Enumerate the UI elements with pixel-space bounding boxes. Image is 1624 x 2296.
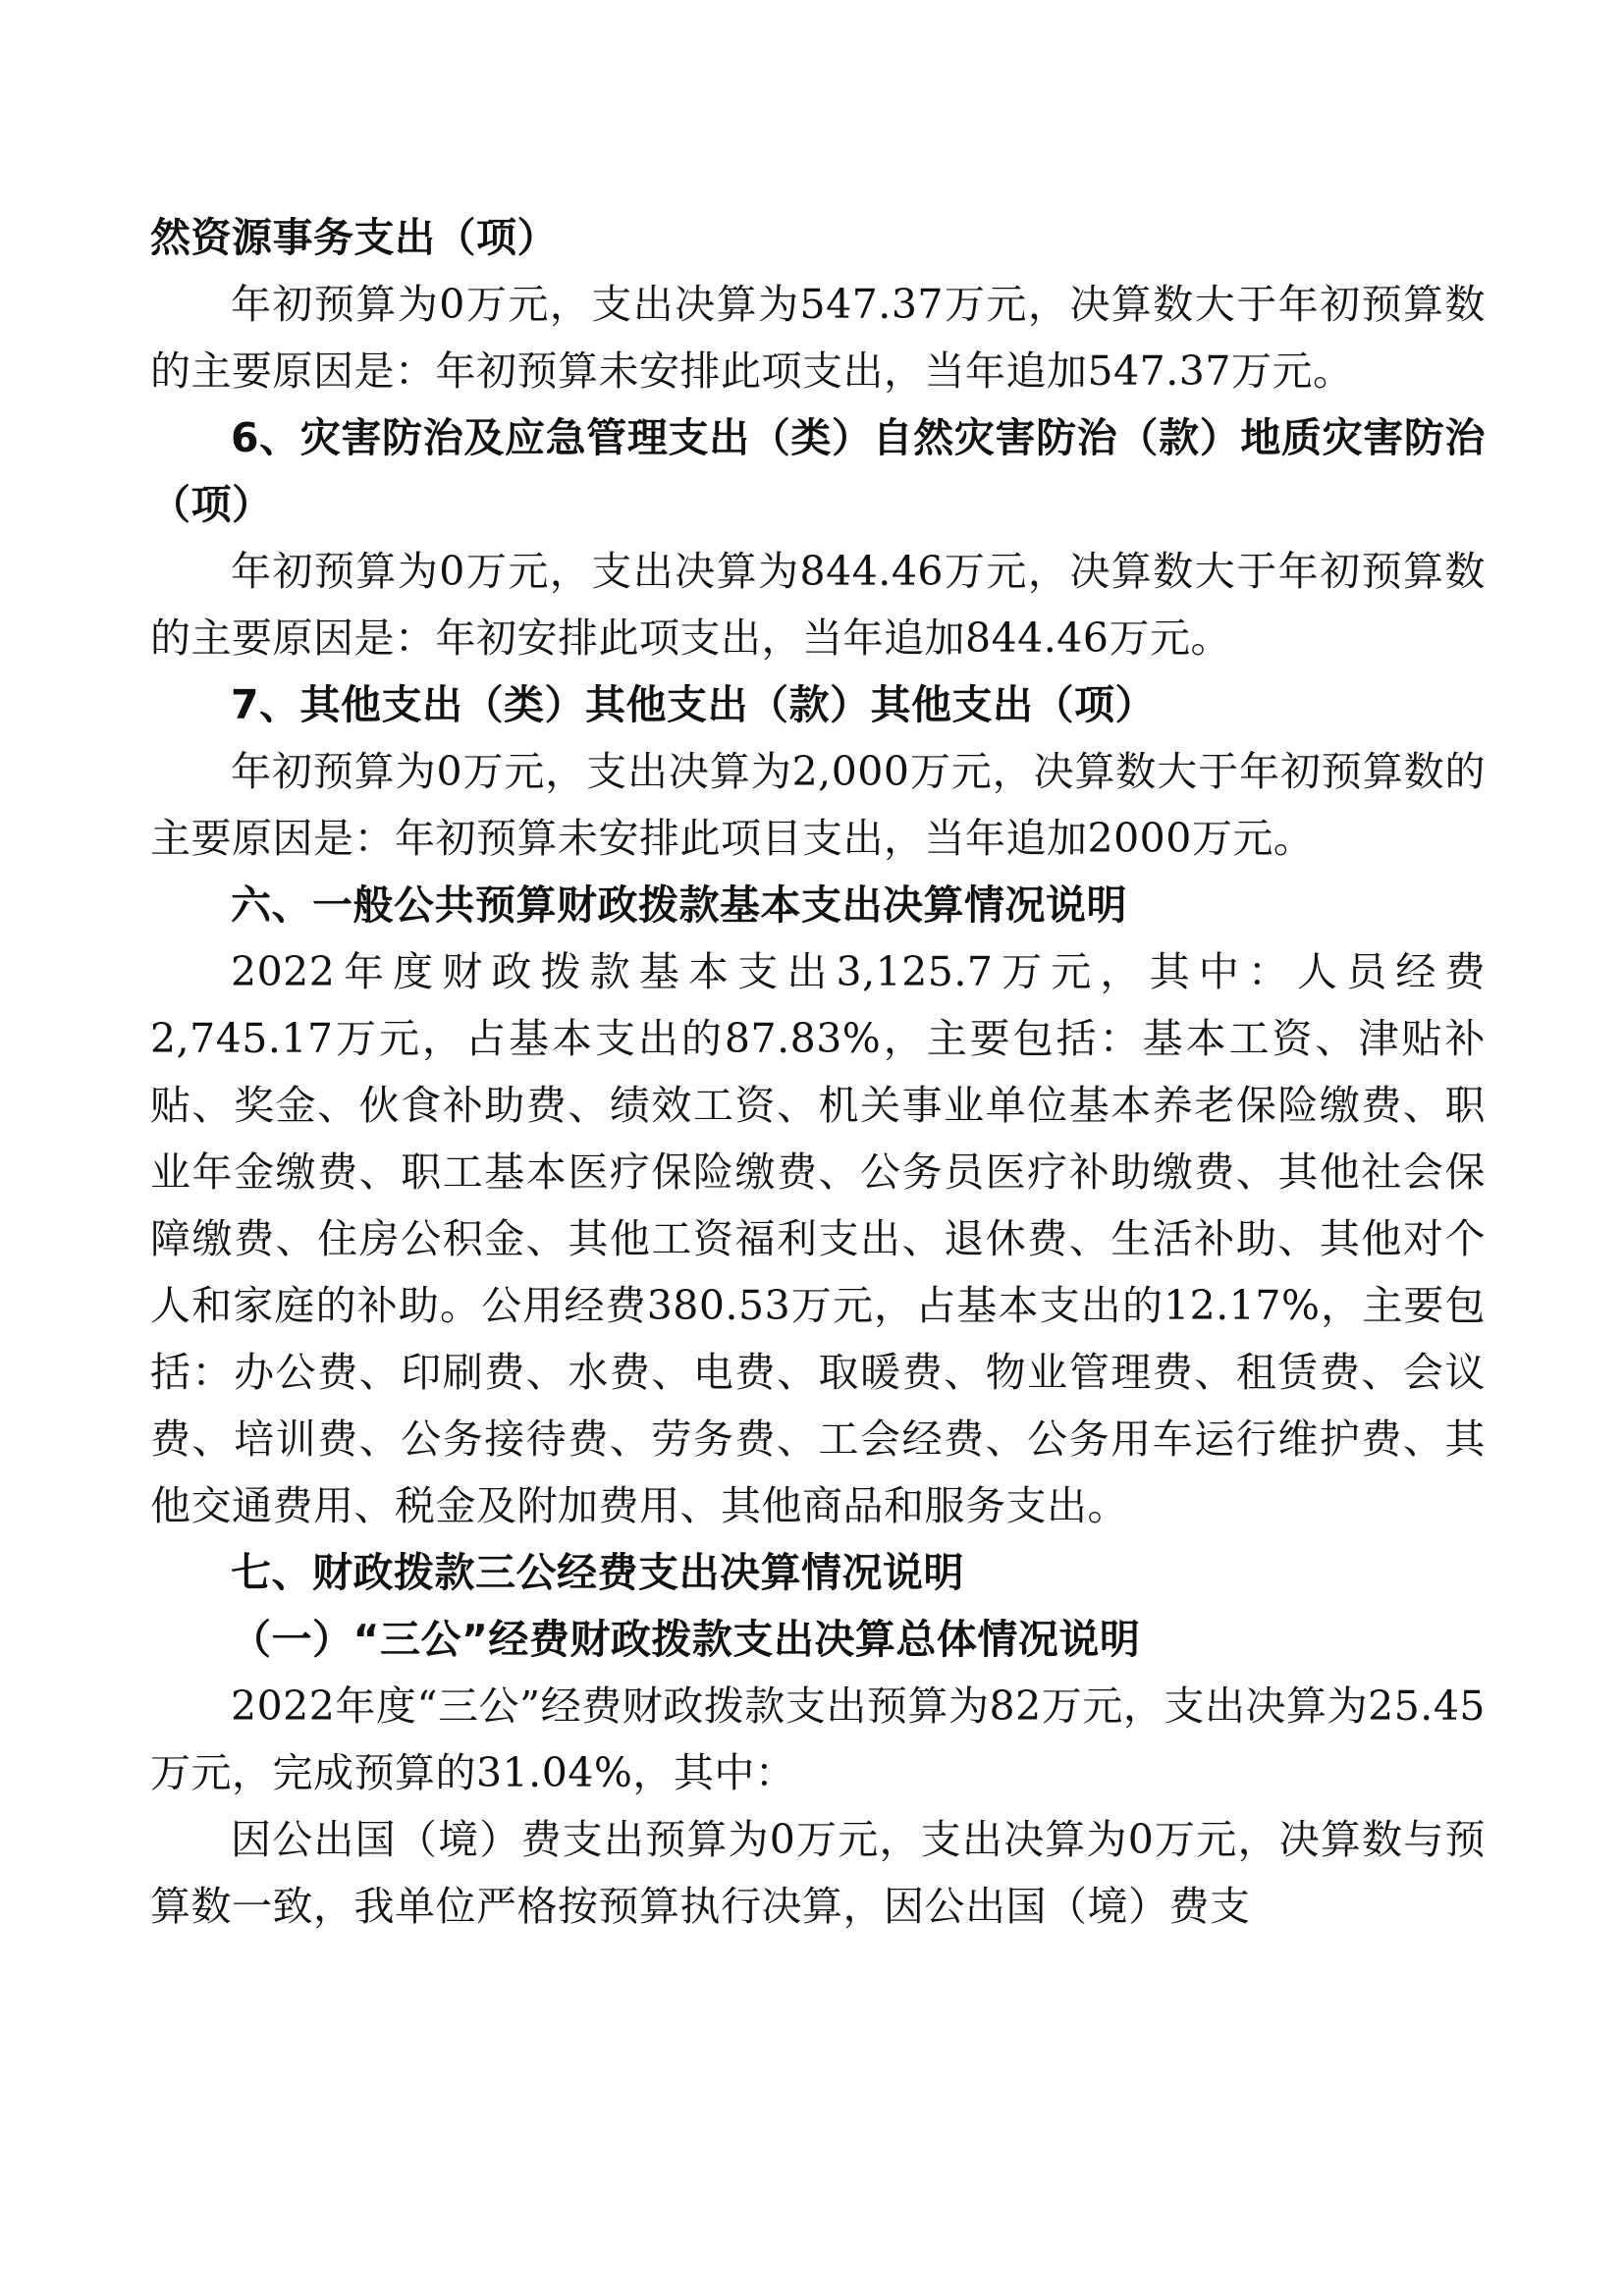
body-paragraph: 年初预算为0万元，支出决算为844.46万元，决算数大于年初预算数的主要原因是：年初安排此项支出，当年追加844.46万元。 <box>150 548 1486 662</box>
section-heading: 七、财政拨款三公经费支出决算情况说明 <box>231 1549 964 1596</box>
section-heading: 六、一般公共预算财政拨款基本支出决算情况说明 <box>231 881 1127 929</box>
body-paragraph: 年初预算为0万元，支出决算为2,000万元，决算数大于年初预算数的主要原因是：年初预算未安排此项目支出，当年追加2000万元。 <box>150 748 1486 862</box>
document-body <box>150 204 1486 1940</box>
body-paragraph: 2022年度财政拨款基本支出3,125.7万元，其中：人员经费2,745.17万元，占基本支出的87.83%，主要包括：基本工资、津贴补贴、奖金、伙食补助费、绩效工资、机关事业单位基本养老保险缴费、职业年金缴费、职工基本医疗保险缴费、公务员医疗补助缴费、其他社会保障缴费、住房公积金、其他工资福利支出、退休费、生活补助、其他对个人和家庭的补助。公用经费380.53万元，占基本支出的12.17%，主要包括：办公费、印刷费、水费、电费、取暖费、物业管理费、租赁费、会议费、培训费、公务接待费、劳务费、工会经费、公务用车运行维护费、其他交通费用、税金及附加费用、其他商品和服务支出。 <box>150 948 1486 1529</box>
body-paragraph: 年初预算为0万元，支出决算为547.37万元，决算数大于年初预算数的主要原因是：年初预算未安排此项支出，当年追加547.37万元。 <box>150 281 1486 395</box>
subsection-heading: （一）“三公”经费财政拨款支出决算总体情况说明 <box>231 1616 1141 1663</box>
section-heading: 6、灾害防治及应急管理支出（类）自然灾害防治（款）地质灾害防治（项） <box>150 414 1486 528</box>
section-heading-continued: 然资源事务支出（项） <box>150 214 558 261</box>
body-paragraph: 2022年度“三公”经费财政拨款支出预算为82万元，支出决算为25.45万元，完成预算的31.04%，其中： <box>150 1682 1486 1796</box>
body-paragraph-truncated: 因公出国（境）费支出预算为0万元，支出决算为0万元，决算数与预算数一致，我单位严格按预算执行决算，因公出国（境）费支 <box>150 1816 1486 1930</box>
section-heading: 7、其他支出（类）其他支出（款）其他支出（项） <box>231 681 1157 728</box>
